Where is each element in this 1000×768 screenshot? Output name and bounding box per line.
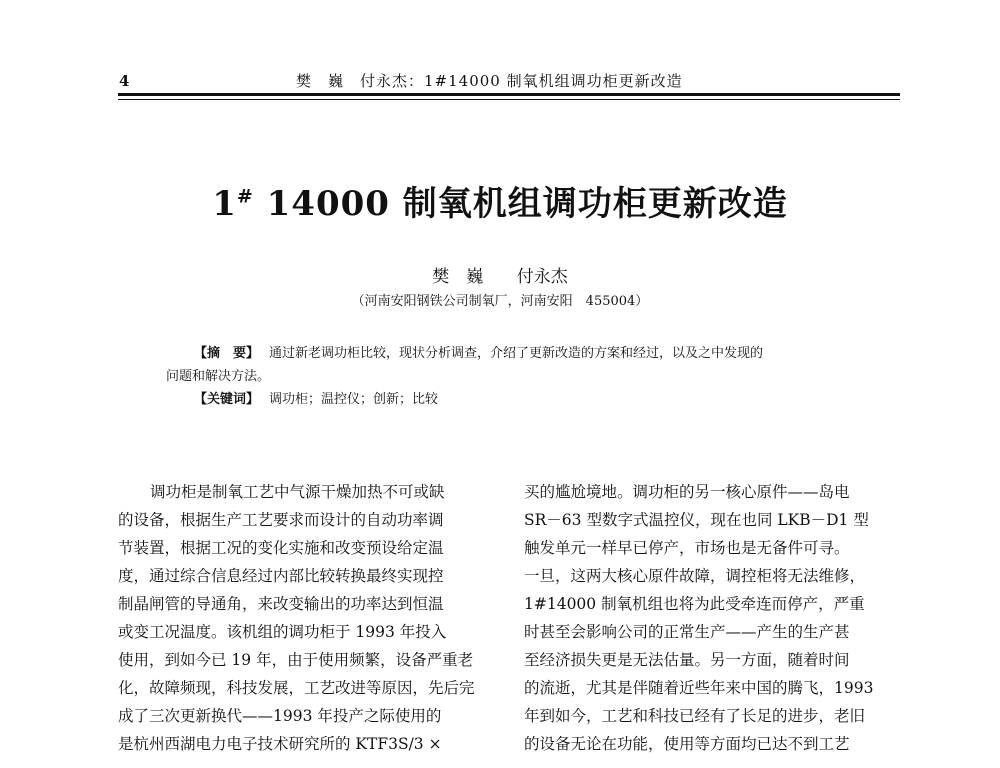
author-name: 付永杰 (516, 267, 568, 287)
body-text-line: 的设备，根据生产工艺要求而设计的自动功率调 (118, 511, 444, 529)
body-left-column (118, 478, 488, 758)
body-text-line: 触发单元一样早已停产，市场也是无备件可寻。 (524, 539, 850, 557)
article-title (0, 176, 1000, 225)
keywords-label: 【关键词】 (194, 392, 260, 407)
body-text-line: 时甚至会影响公司的正常生产——产生的生产甚 (524, 623, 850, 641)
author-list (0, 262, 1000, 287)
body-text-line: 制晶闸管的导通角，来改变输出的功率达到恒温 (118, 595, 444, 613)
keywords-line (166, 388, 856, 411)
body-text-line: 的流逝，尤其是伴随着近些年来中国的腾飞，1993 (524, 679, 874, 697)
abstract-first-line (166, 342, 856, 365)
body-right-column (524, 478, 894, 758)
body-text-line: 至经济损失更是无法估量。另一方面，随着时间 (524, 651, 850, 669)
body-text-line: 买的尴尬境地。调功柜的另一核心原件——岛电 (524, 483, 850, 501)
abstract-text-line1: 通过新老调功柜比较，现状分析调查，介绍了更新改造的方案和经过，以及之中发现的 (269, 346, 764, 361)
body-text-line: 一旦，这两大核心原件故障，调控柜将无法维修， (524, 567, 866, 585)
body-text-line: 或变工况温度。该机组的调功柜于 1993 年投入 (118, 623, 447, 641)
body-text-line: 度，通过综合信息经过内部比较转换最终实现控 (118, 567, 444, 585)
author-affiliation: （河南安阳钢铁公司制氧厂，河南安阳 455004） (351, 294, 649, 309)
title-prefix: 1 (212, 184, 237, 224)
header-rule-thick (118, 93, 900, 96)
running-header-title: 樊 巍 付永杰：1#14000 制氧机组调功柜更新改造 (296, 72, 683, 90)
title-superscript: # (236, 185, 254, 208)
header-rule-thin (118, 99, 900, 100)
abstract-label: 【摘 要】 (194, 346, 260, 361)
title-main: 14000 制氧机组调功柜更新改造 (253, 184, 788, 224)
body-text-line: 成了三次更新换代——1993 年投产之际使用的 (118, 707, 442, 725)
body-text-line: SR－63 型数字式温控仪，现在也同 LKB－D1 型 (524, 511, 869, 529)
abstract-text-line2: 问题和解决方法。 (166, 369, 271, 384)
author-name: 樊 巍 (432, 267, 484, 287)
body-text-line: 使用，到如今已 19 年，由于使用频繁，设备严重老 (118, 651, 474, 669)
body-text-line: 节装置，根据工况的变化实施和改变预设给定温 (118, 539, 444, 557)
abstract-block (166, 342, 856, 411)
keywords-text: 调功柜；温控仪；创新；比较 (269, 392, 439, 407)
body-text-line: 的设备无论在功能，使用等方面均已达不到工艺 (524, 735, 850, 753)
body-text-line: 1#14000 制氧机组也将为此受牵连而停产，严重 (524, 595, 865, 613)
body-text-line: 是杭州西湖电力电子技术研究所的 KTF3S/3 × (118, 735, 442, 753)
body-text-line: 年到如今，工艺和科技已经有了长足的进步，老旧 (524, 707, 866, 725)
page-number: 4 (119, 72, 130, 90)
body-text-line: 化，故障频现，科技发展，工艺改进等原因，先后完 (118, 679, 475, 697)
body-text-line: 调功柜是制氧工艺中气源干燥加热不可或缺 (150, 483, 445, 501)
